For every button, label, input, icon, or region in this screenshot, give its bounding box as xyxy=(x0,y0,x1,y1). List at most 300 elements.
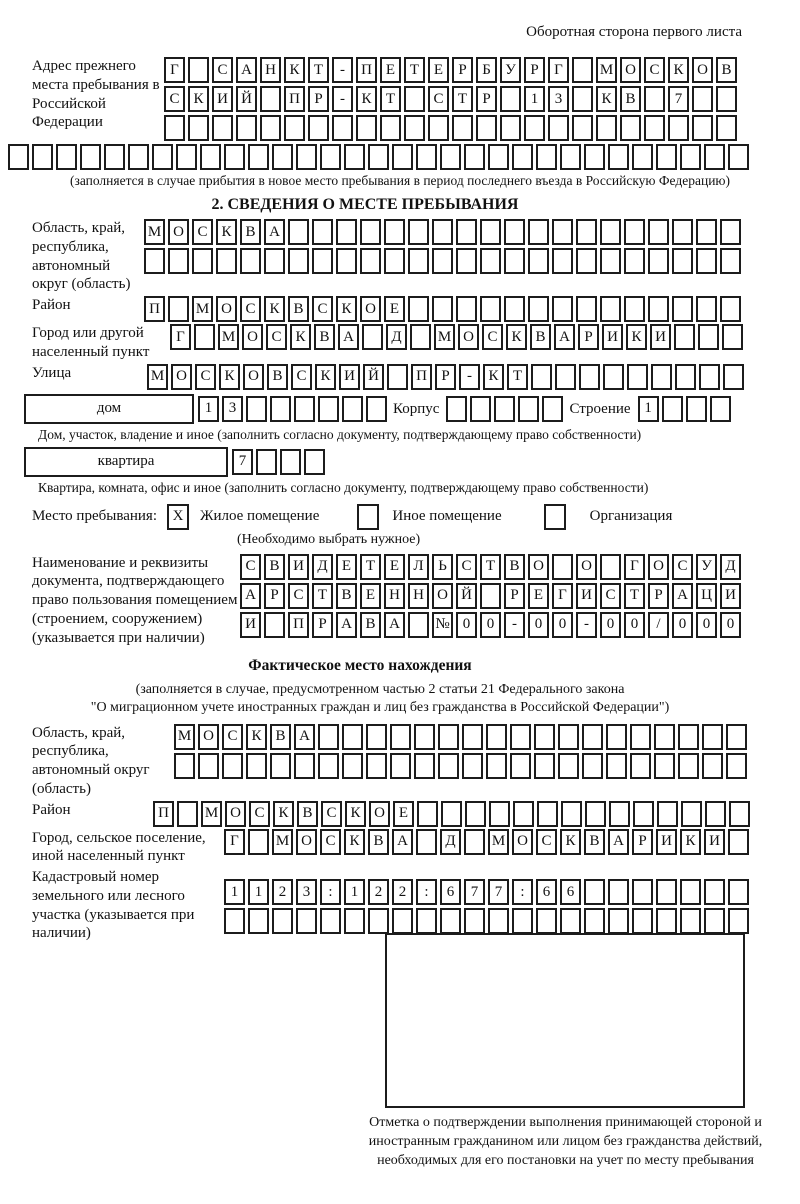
char-cell[interactable] xyxy=(624,296,645,322)
char-cell[interactable] xyxy=(332,115,353,141)
char-cell[interactable] xyxy=(584,144,605,170)
char-cell[interactable]: В xyxy=(360,612,381,638)
char-cell[interactable] xyxy=(528,248,549,274)
char-cell[interactable]: О xyxy=(576,554,597,580)
char-cell[interactable] xyxy=(356,115,377,141)
char-cell[interactable]: Г xyxy=(170,324,191,350)
char-cell[interactable]: 7 xyxy=(232,449,253,475)
char-cell[interactable]: О xyxy=(168,219,189,245)
char-cell[interactable] xyxy=(440,144,461,170)
char-cell[interactable] xyxy=(584,879,605,905)
char-cell[interactable] xyxy=(222,753,243,779)
char-cell[interactable] xyxy=(270,396,291,422)
char-cell[interactable]: С xyxy=(428,86,449,112)
char-cell[interactable]: Ц xyxy=(696,583,717,609)
char-cell[interactable] xyxy=(696,296,717,322)
char-cell[interactable]: С xyxy=(212,57,233,83)
char-cell[interactable]: К xyxy=(284,57,305,83)
char-cell[interactable]: С xyxy=(240,554,261,580)
char-cell[interactable] xyxy=(438,753,459,779)
char-cell[interactable] xyxy=(464,829,485,855)
char-cell[interactable] xyxy=(432,296,453,322)
char-cell[interactable]: О xyxy=(360,296,381,322)
char-cell[interactable]: П xyxy=(356,57,377,83)
char-cell[interactable]: Е xyxy=(336,554,357,580)
char-cell[interactable]: 0 xyxy=(696,612,717,638)
char-cell[interactable]: О xyxy=(648,554,669,580)
char-cell[interactable]: В xyxy=(314,324,335,350)
char-cell[interactable] xyxy=(416,908,437,934)
char-cell[interactable] xyxy=(384,219,405,245)
char-cell[interactable]: И xyxy=(720,583,741,609)
char-cell[interactable]: В xyxy=(297,801,318,827)
char-cell[interactable]: К xyxy=(626,324,647,350)
char-cell[interactable]: О xyxy=(528,554,549,580)
char-cell[interactable] xyxy=(552,219,573,245)
char-cell[interactable] xyxy=(408,296,429,322)
char-cell[interactable] xyxy=(648,296,669,322)
char-cell[interactable]: К xyxy=(596,86,617,112)
char-cell[interactable] xyxy=(678,753,699,779)
char-cell[interactable] xyxy=(176,144,197,170)
char-cell[interactable] xyxy=(528,296,549,322)
char-cell[interactable] xyxy=(720,248,741,274)
char-cell[interactable] xyxy=(236,115,257,141)
char-cell[interactable]: 3 xyxy=(222,396,243,422)
char-cell[interactable]: К xyxy=(336,296,357,322)
char-cell[interactable] xyxy=(152,144,173,170)
char-cell[interactable] xyxy=(248,908,269,934)
char-cell[interactable] xyxy=(728,829,749,855)
char-cell[interactable]: О xyxy=(216,296,237,322)
char-cell[interactable] xyxy=(188,57,209,83)
char-cell[interactable]: И xyxy=(602,324,623,350)
char-cell[interactable]: Е xyxy=(393,801,414,827)
char-cell[interactable]: С xyxy=(222,724,243,750)
char-cell[interactable] xyxy=(387,364,408,390)
char-cell[interactable] xyxy=(537,801,558,827)
char-cell[interactable] xyxy=(656,908,677,934)
char-cell[interactable] xyxy=(632,144,653,170)
char-cell[interactable] xyxy=(608,908,629,934)
char-cell[interactable] xyxy=(408,248,429,274)
char-cell[interactable]: Н xyxy=(260,57,281,83)
char-cell[interactable]: О xyxy=(620,57,641,83)
char-cell[interactable]: С xyxy=(291,364,312,390)
char-cell[interactable] xyxy=(630,753,651,779)
char-cell[interactable] xyxy=(488,908,509,934)
char-cell[interactable]: С xyxy=(321,801,342,827)
char-cell[interactable] xyxy=(336,219,357,245)
char-cell[interactable]: Т xyxy=(380,86,401,112)
char-cell[interactable] xyxy=(675,364,696,390)
char-cell[interactable]: С xyxy=(600,583,621,609)
char-cell[interactable] xyxy=(390,724,411,750)
char-cell[interactable] xyxy=(192,248,213,274)
char-cell[interactable]: К xyxy=(668,57,689,83)
char-cell[interactable] xyxy=(584,908,605,934)
char-cell[interactable]: Р xyxy=(632,829,653,855)
char-cell[interactable]: Й xyxy=(363,364,384,390)
char-cell[interactable]: А xyxy=(336,612,357,638)
char-cell[interactable]: 1 xyxy=(638,396,659,422)
char-cell[interactable] xyxy=(696,219,717,245)
char-cell[interactable]: С xyxy=(482,324,503,350)
char-cell[interactable] xyxy=(456,219,477,245)
char-cell[interactable] xyxy=(224,144,245,170)
char-cell[interactable] xyxy=(177,801,198,827)
char-cell[interactable]: 6 xyxy=(560,879,581,905)
char-cell[interactable]: В xyxy=(270,724,291,750)
char-cell[interactable]: К xyxy=(264,296,285,322)
char-cell[interactable]: Д xyxy=(440,829,461,855)
char-cell[interactable]: С xyxy=(536,829,557,855)
char-cell[interactable]: С xyxy=(164,86,185,112)
char-cell[interactable] xyxy=(705,801,726,827)
char-cell[interactable] xyxy=(702,753,723,779)
char-cell[interactable]: Е xyxy=(384,296,405,322)
char-cell[interactable]: : xyxy=(416,879,437,905)
char-cell[interactable] xyxy=(224,908,245,934)
char-cell[interactable] xyxy=(582,753,603,779)
char-cell[interactable]: Г xyxy=(164,57,185,83)
char-cell[interactable] xyxy=(270,753,291,779)
char-cell[interactable] xyxy=(726,753,747,779)
char-cell[interactable] xyxy=(608,879,629,905)
char-cell[interactable] xyxy=(464,144,485,170)
char-cell[interactable]: В xyxy=(620,86,641,112)
char-cell[interactable]: В xyxy=(530,324,551,350)
char-cell[interactable] xyxy=(368,144,389,170)
char-cell[interactable] xyxy=(536,144,557,170)
char-cell[interactable] xyxy=(256,449,277,475)
char-cell[interactable] xyxy=(476,115,497,141)
char-cell[interactable]: К xyxy=(219,364,240,390)
char-cell[interactable] xyxy=(288,219,309,245)
char-cell[interactable] xyxy=(288,248,309,274)
char-cell[interactable]: П xyxy=(284,86,305,112)
char-cell[interactable] xyxy=(680,908,701,934)
char-cell[interactable]: М xyxy=(174,724,195,750)
char-cell[interactable]: О xyxy=(242,324,263,350)
char-cell[interactable]: 6 xyxy=(536,879,557,905)
char-cell[interactable]: С xyxy=(456,554,477,580)
char-cell[interactable] xyxy=(462,753,483,779)
char-cell[interactable] xyxy=(729,801,750,827)
char-cell[interactable]: Р xyxy=(264,583,285,609)
char-cell[interactable]: А xyxy=(672,583,693,609)
char-cell[interactable] xyxy=(560,908,581,934)
char-cell[interactable]: У xyxy=(696,554,717,580)
char-cell[interactable]: Т xyxy=(312,583,333,609)
char-cell[interactable] xyxy=(462,724,483,750)
char-cell[interactable] xyxy=(624,219,645,245)
char-cell[interactable] xyxy=(360,248,381,274)
char-cell[interactable] xyxy=(582,724,603,750)
char-cell[interactable]: В xyxy=(288,296,309,322)
char-cell[interactable]: Й xyxy=(236,86,257,112)
char-cell[interactable]: - xyxy=(504,612,525,638)
char-cell[interactable]: И xyxy=(339,364,360,390)
char-cell[interactable] xyxy=(627,364,648,390)
char-cell[interactable]: М xyxy=(488,829,509,855)
char-cell[interactable] xyxy=(630,724,651,750)
char-cell[interactable] xyxy=(657,801,678,827)
char-cell[interactable] xyxy=(600,296,621,322)
char-cell[interactable] xyxy=(720,219,741,245)
char-cell[interactable]: - xyxy=(332,86,353,112)
char-cell[interactable]: О xyxy=(225,801,246,827)
char-cell[interactable]: Н xyxy=(384,583,405,609)
char-cell[interactable] xyxy=(168,248,189,274)
char-cell[interactable]: 0 xyxy=(480,612,501,638)
char-cell[interactable] xyxy=(336,248,357,274)
char-cell[interactable] xyxy=(410,324,431,350)
char-cell[interactable]: М xyxy=(596,57,617,83)
char-cell[interactable]: А xyxy=(294,724,315,750)
char-cell[interactable] xyxy=(728,908,749,934)
char-cell[interactable] xyxy=(606,724,627,750)
char-cell[interactable]: 7 xyxy=(668,86,689,112)
char-cell[interactable]: М xyxy=(434,324,455,350)
char-cell[interactable]: П xyxy=(288,612,309,638)
char-cell[interactable]: Г xyxy=(224,829,245,855)
char-cell[interactable]: К xyxy=(483,364,504,390)
char-cell[interactable]: А xyxy=(384,612,405,638)
char-cell[interactable]: 3 xyxy=(548,86,569,112)
char-cell[interactable] xyxy=(320,908,341,934)
char-cell[interactable] xyxy=(366,724,387,750)
char-cell[interactable]: Е xyxy=(528,583,549,609)
char-cell[interactable]: К xyxy=(344,829,365,855)
char-cell[interactable] xyxy=(644,86,665,112)
char-cell[interactable] xyxy=(572,57,593,83)
char-cell[interactable] xyxy=(720,296,741,322)
char-cell[interactable]: Т xyxy=(480,554,501,580)
char-cell[interactable] xyxy=(260,86,281,112)
char-cell[interactable]: Ь xyxy=(432,554,453,580)
char-cell[interactable]: В xyxy=(267,364,288,390)
char-cell[interactable] xyxy=(680,879,701,905)
char-cell[interactable] xyxy=(504,296,525,322)
char-cell[interactable]: 3 xyxy=(296,879,317,905)
char-cell[interactable] xyxy=(728,144,749,170)
char-cell[interactable] xyxy=(531,364,552,390)
char-cell[interactable] xyxy=(342,724,363,750)
char-cell[interactable] xyxy=(248,829,269,855)
char-cell[interactable] xyxy=(728,879,749,905)
char-cell[interactable]: 0 xyxy=(672,612,693,638)
char-cell[interactable]: С xyxy=(672,554,693,580)
char-cell[interactable]: А xyxy=(608,829,629,855)
char-cell[interactable] xyxy=(480,248,501,274)
char-cell[interactable]: У xyxy=(500,57,521,83)
char-cell[interactable] xyxy=(600,248,621,274)
char-cell[interactable]: Г xyxy=(624,554,645,580)
char-cell[interactable]: А xyxy=(554,324,575,350)
char-cell[interactable] xyxy=(446,396,467,422)
char-cell[interactable]: Д xyxy=(312,554,333,580)
char-cell[interactable] xyxy=(704,908,725,934)
char-cell[interactable] xyxy=(414,724,435,750)
char-cell[interactable] xyxy=(216,248,237,274)
char-cell[interactable] xyxy=(344,144,365,170)
char-cell[interactable] xyxy=(280,449,301,475)
char-cell[interactable] xyxy=(438,724,459,750)
char-cell[interactable]: С xyxy=(249,801,270,827)
char-cell[interactable] xyxy=(404,115,425,141)
char-cell[interactable]: 0 xyxy=(720,612,741,638)
char-cell[interactable] xyxy=(308,115,329,141)
char-cell[interactable]: 2 xyxy=(272,879,293,905)
char-cell[interactable] xyxy=(632,879,653,905)
char-cell[interactable] xyxy=(560,144,581,170)
char-cell[interactable] xyxy=(480,583,501,609)
char-cell[interactable] xyxy=(644,115,665,141)
char-cell[interactable] xyxy=(296,144,317,170)
char-cell[interactable]: Р xyxy=(308,86,329,112)
char-cell[interactable] xyxy=(648,248,669,274)
char-cell[interactable]: 0 xyxy=(552,612,573,638)
char-cell[interactable] xyxy=(681,801,702,827)
char-cell[interactable]: Р xyxy=(435,364,456,390)
char-cell[interactable]: И xyxy=(650,324,671,350)
char-cell[interactable] xyxy=(600,554,621,580)
char-cell[interactable] xyxy=(662,396,683,422)
char-cell[interactable] xyxy=(174,753,195,779)
char-cell[interactable]: И xyxy=(704,829,725,855)
char-cell[interactable] xyxy=(441,801,462,827)
char-cell[interactable]: 2 xyxy=(368,879,389,905)
char-cell[interactable] xyxy=(168,296,189,322)
char-cell[interactable]: 1 xyxy=(224,879,245,905)
char-cell[interactable] xyxy=(686,396,707,422)
char-cell[interactable]: Р xyxy=(648,583,669,609)
char-cell[interactable] xyxy=(489,801,510,827)
char-cell[interactable] xyxy=(486,753,507,779)
char-cell[interactable]: А xyxy=(264,219,285,245)
char-cell[interactable] xyxy=(240,248,261,274)
char-cell[interactable] xyxy=(674,324,695,350)
char-cell[interactable]: А xyxy=(240,583,261,609)
char-cell[interactable] xyxy=(534,724,555,750)
char-cell[interactable] xyxy=(164,115,185,141)
char-cell[interactable]: Р xyxy=(504,583,525,609)
char-cell[interactable]: В xyxy=(504,554,525,580)
char-cell[interactable] xyxy=(416,144,437,170)
char-cell[interactable]: - xyxy=(459,364,480,390)
char-cell[interactable] xyxy=(294,753,315,779)
char-cell[interactable]: В xyxy=(264,554,285,580)
char-cell[interactable]: К xyxy=(290,324,311,350)
char-cell[interactable] xyxy=(576,219,597,245)
char-cell[interactable]: О xyxy=(432,583,453,609)
char-cell[interactable]: К xyxy=(680,829,701,855)
char-cell[interactable] xyxy=(304,449,325,475)
char-cell[interactable] xyxy=(80,144,101,170)
char-cell[interactable] xyxy=(512,908,533,934)
char-cell[interactable]: П xyxy=(144,296,165,322)
char-cell[interactable]: Й xyxy=(456,583,477,609)
char-cell[interactable]: 0 xyxy=(600,612,621,638)
char-cell[interactable]: № xyxy=(432,612,453,638)
char-cell[interactable]: А xyxy=(392,829,413,855)
char-cell[interactable]: С xyxy=(312,296,333,322)
char-cell[interactable] xyxy=(678,724,699,750)
char-cell[interactable] xyxy=(596,115,617,141)
char-cell[interactable] xyxy=(624,248,645,274)
char-cell[interactable] xyxy=(144,248,165,274)
char-cell[interactable]: 1 xyxy=(524,86,545,112)
char-cell[interactable] xyxy=(500,86,521,112)
char-cell[interactable]: Т xyxy=(404,57,425,83)
char-cell[interactable] xyxy=(440,908,461,934)
char-cell[interactable] xyxy=(606,753,627,779)
char-cell[interactable]: Н xyxy=(408,583,429,609)
char-cell[interactable]: В xyxy=(336,583,357,609)
char-cell[interactable] xyxy=(404,86,425,112)
char-cell[interactable] xyxy=(432,219,453,245)
char-cell[interactable] xyxy=(380,115,401,141)
char-cell[interactable] xyxy=(558,724,579,750)
char-cell[interactable] xyxy=(654,753,675,779)
char-cell[interactable] xyxy=(408,219,429,245)
char-cell[interactable]: К xyxy=(273,801,294,827)
char-cell[interactable] xyxy=(452,115,473,141)
char-cell[interactable]: А xyxy=(236,57,257,83)
char-cell[interactable] xyxy=(585,801,606,827)
char-cell[interactable] xyxy=(312,248,333,274)
char-cell[interactable] xyxy=(668,115,689,141)
checkbox-other-premises[interactable] xyxy=(357,504,379,530)
char-cell[interactable]: М xyxy=(147,364,168,390)
char-cell[interactable] xyxy=(648,219,669,245)
char-cell[interactable]: С xyxy=(192,219,213,245)
char-cell[interactable] xyxy=(692,115,713,141)
char-cell[interactable]: И xyxy=(288,554,309,580)
char-cell[interactable]: К xyxy=(345,801,366,827)
char-cell[interactable]: 1 xyxy=(198,396,219,422)
char-cell[interactable]: П xyxy=(411,364,432,390)
char-cell[interactable]: С xyxy=(644,57,665,83)
char-cell[interactable]: С xyxy=(320,829,341,855)
char-cell[interactable] xyxy=(510,753,531,779)
char-cell[interactable] xyxy=(32,144,53,170)
char-cell[interactable] xyxy=(552,296,573,322)
char-cell[interactable]: И xyxy=(212,86,233,112)
char-cell[interactable]: О xyxy=(458,324,479,350)
char-cell[interactable]: Е xyxy=(384,554,405,580)
char-cell[interactable] xyxy=(470,396,491,422)
char-cell[interactable] xyxy=(480,296,501,322)
char-cell[interactable] xyxy=(633,801,654,827)
char-cell[interactable]: С xyxy=(266,324,287,350)
char-cell[interactable]: К xyxy=(506,324,527,350)
char-cell[interactable] xyxy=(726,724,747,750)
char-cell[interactable] xyxy=(194,324,215,350)
char-cell[interactable] xyxy=(480,219,501,245)
char-cell[interactable]: : xyxy=(512,879,533,905)
char-cell[interactable] xyxy=(600,219,621,245)
char-cell[interactable]: И xyxy=(240,612,261,638)
char-cell[interactable] xyxy=(272,908,293,934)
char-cell[interactable] xyxy=(572,86,593,112)
char-cell[interactable] xyxy=(456,296,477,322)
char-cell[interactable] xyxy=(318,753,339,779)
char-cell[interactable] xyxy=(680,144,701,170)
char-cell[interactable]: Р xyxy=(452,57,473,83)
char-cell[interactable] xyxy=(500,115,521,141)
